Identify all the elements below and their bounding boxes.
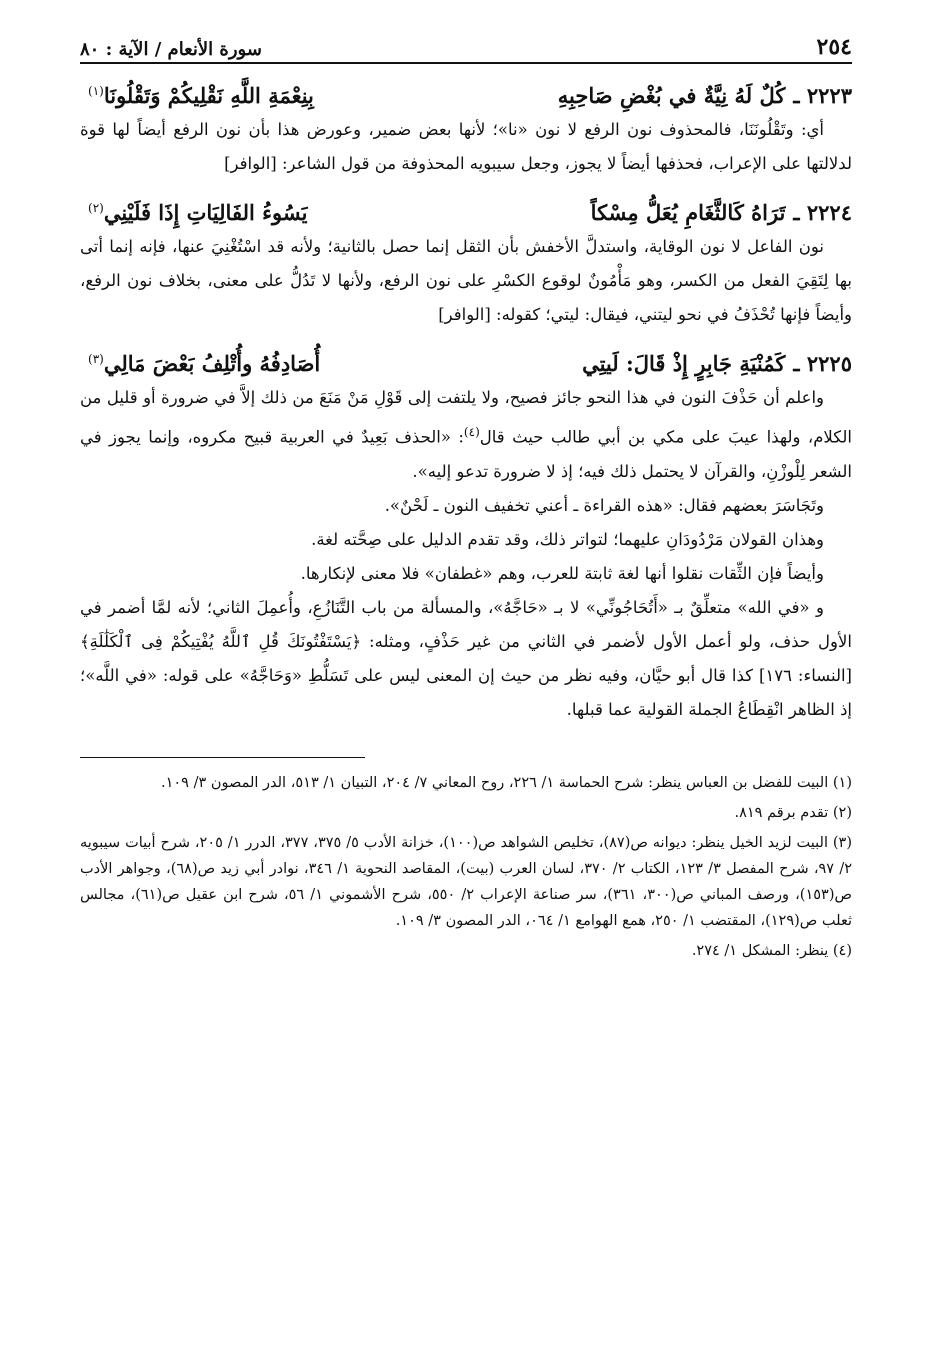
footnote-marker: (٤)	[463, 425, 480, 439]
footnotes	[80, 770, 852, 964]
paragraph-text: : «الحذف بَعِيدٌ في العربية قبيح مكروه، وإنما يجوز في الشعر لِلْوزْنِ، والقرآن لا يحتمل ذلك فيه؛ إذ لا ضرورة تدعو إليه».	[80, 427, 852, 481]
verse-second-hemistich	[80, 342, 320, 381]
sura-reference: سورة الأنعام / الآية : ٨٠	[80, 39, 262, 60]
page-number: ٢٥٤	[816, 34, 852, 60]
footnote-separator	[80, 757, 365, 758]
footnote-marker: (٣)	[88, 352, 104, 366]
verse-first-hemistich	[582, 347, 852, 381]
footnote: (٢) تقدم برقم ٨١٩.	[734, 804, 852, 821]
footnote: (١) البيت للفضل بن العباس ينظر: شرح الحماسة ١/ ٢٢٦، روح المعاني ٧/ ٢٠٤، التبيان ١/ ٥١٣، الدر المصون ٣/ ١٠٩.	[160, 774, 852, 791]
meter-label: [الوافر]	[224, 154, 277, 173]
verse-text: تَرَاهُ كَالثَّغَامِ يُعَلُّ مِسْكاً	[590, 200, 786, 225]
verse-text: أُصَادِفُهُ وأُتْلِفُ بَعْضَ مَالِي	[103, 351, 321, 376]
paragraph-text: أي: وتَقْلُونَنَا، فالمحذوف نون الرفع لا نون «نا»؛ لأنها بعض ضمير، وعورض هذا بأن نون الرفع أيضاً لها قوة لدلالتها على الإعراب، فحذفها أيضاً لا يجوز، وجعل سيبويه المحذوفة من قول الشاعر:	[80, 120, 852, 173]
verse-2223	[80, 74, 852, 113]
verse-first-hemistich	[591, 196, 852, 230]
verse-number: ٢٢٢٣ ـ	[793, 83, 852, 108]
verse-text: يَسُوءُ الفَالِيَاتِ إِذَا فَلَيْنِي	[103, 200, 308, 225]
paragraph: وهذان القولان مَرْدُودَانِ عليهما؛ لتواتر ذلك، وقد تقدم الدليل على صِحَّته لغة.	[311, 529, 824, 549]
paragraph	[80, 113, 852, 181]
paragraph: وأيضاً فإن الثِّقات نقلوا أنها لغة ثابتة للعرب، وهم «غطفان» فلا معنى لإنكارها.	[300, 563, 824, 583]
footnote-marker: (٢)	[88, 201, 104, 215]
verse-second-hemistich	[80, 191, 307, 230]
verse-2225	[80, 342, 852, 381]
verse-number: ٢٢٢٥ ـ	[793, 351, 852, 376]
paragraph: و «في الله» متعلِّقٌ بـ «أَتُحَاجُونِّي» لا بـ «حَاجَّهُ»، والمسألة من باب التَّنَازُعِ، وأُعمِلَ الثاني؛ لأنه لمَّا أضمر في الأول حذف، ولو أعمل الأول لأضمر في الثاني من غير حَذْفٍ، ومثله: ﴿يَسْتَفْتُونَكَ قُلِ ٱللَّهُ يُفْتِيكُمْ فِى ٱلْكَلَٰلَةِ﴾ [النساء: ١٧٦] كذا قال أبو حيَّان، وفيه نظر من حيث إن المعنى ليس على تَسَلُّطِ «وَحَاجَّهُ» على قوله: «في اللَّه»؛ إذ الظاهر انْقِطَاعُ الجملة القولية عما قبلها.	[80, 597, 852, 719]
paragraph-text: واعلم أن حَذْفَ النون في هذا النحو جائز فصيح، ولا يلتفت إلى قَوْلِ مَنْ مَنَعَ من ذلك إلاَّ في ضرورة أو قليل من الكلام، ولهذا عيبَ على مكي بن أبي طالب حيث قال	[80, 388, 852, 447]
running-header	[80, 32, 852, 64]
verse-first-hemistich	[558, 79, 852, 113]
paragraph-text: نون الفاعل لا نون الوقاية، واستدلَّ الأخفش بأن الثقل إنما حصل بالثانية؛ ولأنه قد اسْتُغْنِيَ عنها، فإنه إنما أتى بها لِتَقِيَ الفعل من الكسر، وهو مَأْمُونٌ لوقوع الكسْرِ على نون الرفع، ولأنها لا تَدُلُّ على معنى، بخلاف نون الرفع، وأيضاً فإنها تُحْذَفُ في نحو ليتني، فيقال: ليتي؛ كقوله:	[80, 237, 852, 324]
verse-text: كُلٌ لَهُ نِيَّةٌ في بُغْضِ صَاحِبِهِ	[557, 83, 786, 108]
verse-text: بِنِعْمَةِ اللَّهِ نَقْلِيكُمْ وَتَقْلُونَا	[103, 83, 314, 108]
verse-text: كَمُنْيَةِ جَابِرٍ إِذْ قَالَ: لَيتِي	[582, 351, 786, 376]
paragraph	[80, 381, 852, 489]
footnote: (٣) البيت لزيد الخيل ينظر: ديوانه ص(٨٧)، تخليص الشواهد ص(١٠٠)، خزانة الأدب ٥/ ٣٧٥، ٣٧٧، الدرر ١/ ٢٠٥، شرح أبيات سيبويه ٢/ ٩٧، شرح المفصل ٣/ ١٢٣، الكتاب ٢/ ٣٧٠، لسان العرب (بيت)، المقاصد النحوية ١/ ٣٤٦، نوادر أبي زيد ص(٦٨)، وجواهر الأدب ص(١٥٣)، ورصف المباني ص(٣٠٠، ٣٦١)، سر صناعة الإعراب ٢/ ٥٥٠، شرح الأشموني ١/ ٥٦، شرح ابن عقيل ص(٦١)، مجالس ثعلب ص(١٢٩)، المقتضب ١/ ٢٥٠، همع الهوامع ١/ ٠٦٤، الدر المصون ٣/ ١٠٩.	[80, 834, 853, 929]
verse-2224	[80, 191, 852, 230]
paragraph	[80, 230, 852, 332]
paragraph: وتَجَاسَرَ بعضهم فقال: «هذه القراءة ـ أعني تخفيف النون ـ لَحْنٌ».	[384, 495, 824, 515]
verse-second-hemistich	[80, 74, 314, 113]
meter-label: [الوافر]	[438, 305, 491, 324]
verse-number: ٢٢٢٤ ـ	[793, 200, 852, 225]
footnote: (٤) ينظر: المشكل ١/ ٢٧٤.	[691, 942, 852, 959]
footnote-marker: (١)	[88, 84, 104, 98]
